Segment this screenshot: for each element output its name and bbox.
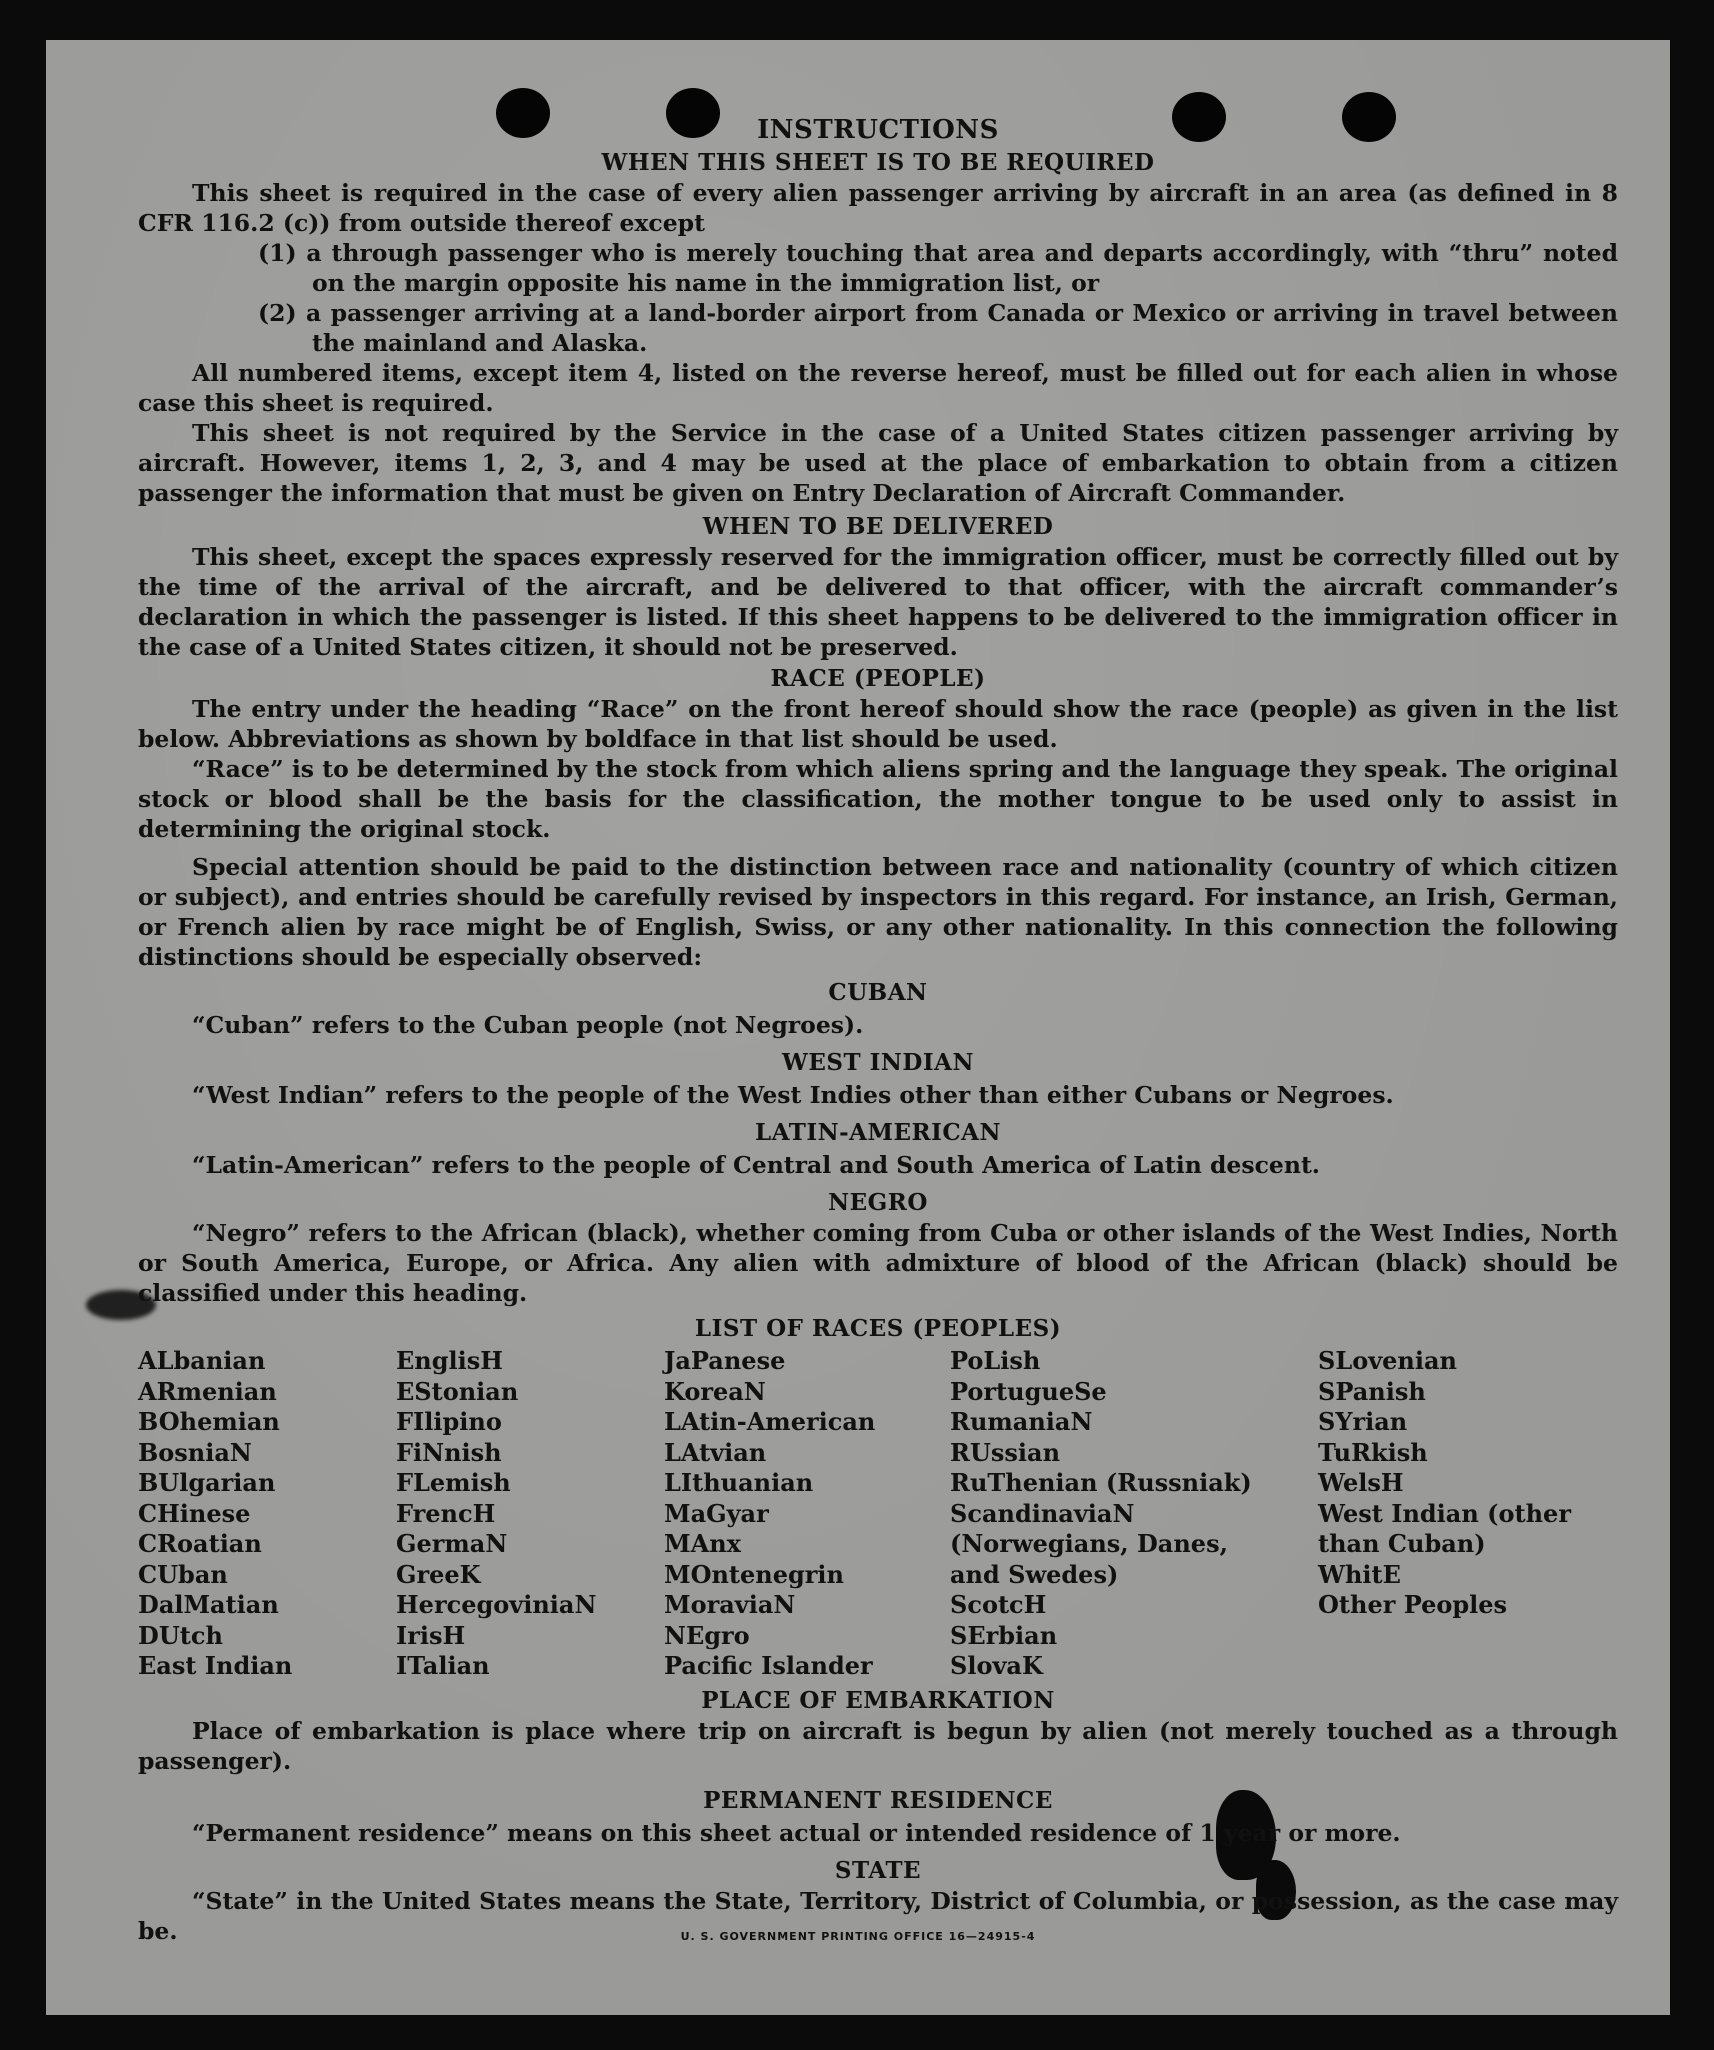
race-entry: MOntenegrin xyxy=(664,1559,844,1589)
latin-american-definition: “Latin-American” refers to the people of Central and South America of Latin descent. xyxy=(192,1151,1320,1179)
printing-office-footer: U. S. GOVERNMENT PRINTING OFFICE 16—24915-4 xyxy=(680,1930,1036,1943)
embarkation-heading: PLACE OF EMBARKATION xyxy=(701,1686,1055,1714)
required-intro: This sheet is required in the case of every alien passenger arriving by aircraft in an area (as defined in 8 CFR 116.2 (c)) from outside thereof except xyxy=(138,179,1618,237)
document-sheet xyxy=(46,40,1670,2015)
required-exception-2: (2) a passenger arriving at a land-border airport from Canada or Mexico or arriving in travel between the mainland and Alaska. xyxy=(258,299,1618,357)
race-entry: MAnx xyxy=(664,1529,741,1558)
race-entry: ScandinaviaN (Norwegians, Danes, and Swedes) xyxy=(950,1498,1228,1589)
race-entry: GreeK xyxy=(396,1559,481,1589)
race-entry: RumaniaN xyxy=(950,1407,1093,1436)
west-indian-definition: “West Indian” refers to the people of the West Indies other than either Cubans or Negroes. xyxy=(192,1081,1394,1109)
race-list xyxy=(138,1346,1618,1682)
race-entry: FrencH xyxy=(396,1498,496,1528)
race-entry: Pacific Islander xyxy=(664,1651,873,1680)
list-of-races-heading: LIST OF RACES (PEOPLES) xyxy=(694,1315,1062,1342)
embarkation-text: Place of embarkation is place where trip on aircraft is begun by alien (not merely touched as a through passenger). xyxy=(138,1716,1618,1775)
race-paragraph-1: The entry under the heading “Race” on the front hereof should show the race (people) as given in the list below. Abbreviations as shown by boldface in that list should be used. xyxy=(138,695,1618,753)
numbered-items-paragraph: All numbered items, except item 4, listed on the reverse hereof, must be filled out for each alien in whose case this sheet is required. xyxy=(138,359,1618,417)
race-entry: ITalian xyxy=(396,1651,490,1680)
cuban-definition: “Cuban” refers to the Cuban people (not Negroes). xyxy=(192,1011,864,1039)
race-entry: ScotcH xyxy=(950,1590,1047,1619)
race-entry: ALbanian xyxy=(138,1346,266,1375)
race-entry: DalMatian xyxy=(138,1590,279,1619)
race-entry: LIthuanian xyxy=(664,1468,814,1497)
race-entry: MaGyar xyxy=(664,1498,769,1528)
race-entry: SYrian xyxy=(1318,1407,1408,1436)
race-paragraph-2: “Race” is to be determined by the stock from which aliens spring and the language they speak. The original stock or blood shall be the basis for the classification, the mother tongue to be used only to assist in determining the original stock. xyxy=(138,755,1618,843)
race-entry: BOhemian xyxy=(138,1407,280,1436)
race-entry: EnglisH xyxy=(396,1346,503,1375)
race-column xyxy=(138,1346,396,1682)
race-entry: WelsH xyxy=(1318,1468,1404,1497)
race-entry: GermaN xyxy=(396,1529,508,1558)
race-entry: SPanish xyxy=(1318,1376,1426,1406)
required-exception-1: (1) a through passenger who is merely touching that area and departs accordingly, with “thru” noted on the margin opposite his name in the immigration list, or xyxy=(258,239,1618,297)
required-heading: WHEN THIS SHEET IS TO BE REQUIRED xyxy=(601,149,1155,176)
residence-heading: PERMANENT RESIDENCE xyxy=(703,1786,1053,1814)
race-entry: RuThenian (Russniak) xyxy=(950,1468,1252,1497)
race-column xyxy=(950,1346,1318,1682)
race-entry: NEgro xyxy=(664,1620,750,1650)
race-entry: RUssian xyxy=(950,1437,1061,1467)
race-column xyxy=(396,1346,664,1682)
west-indian-heading: WEST INDIAN xyxy=(782,1049,974,1076)
race-entry: HercegoviniaN xyxy=(396,1590,597,1619)
race-entry: CRoatian xyxy=(138,1529,262,1558)
race-entry: TuRkish xyxy=(1318,1437,1428,1467)
race-entry: Other Peoples xyxy=(1318,1590,1508,1619)
state-text: “State” in the United States means the State, Territory, District of Columbia, or possession, as the case may be. xyxy=(138,1886,1618,1945)
negro-definition: “Negro” refers to the African (black), whether coming from Cuba or other islands of the West Indies, North or South America, Europe, or Africa. Any alien with admixture of blood of the African (black) should be classified under this heading. xyxy=(138,1219,1618,1307)
race-entry: FIlipino xyxy=(396,1407,502,1436)
race-entry: DUtch xyxy=(138,1620,223,1650)
race-entry: West Indian (other than Cuban) xyxy=(1318,1498,1571,1558)
negro-heading: NEGRO xyxy=(828,1189,928,1216)
race-paragraph-3: Special attention should be paid to the distinction between race and nationality (country of which citizen or subject), and entries should be carefully revised by inspectors in this regard. For instance, an Irish, German, or French alien by race might be of English, Swiss, or any other nationality. In this connection the following distinctions should be especially observed: xyxy=(138,853,1618,971)
latin-american-heading: LATIN-AMERICAN xyxy=(754,1119,1002,1146)
delivered-heading: WHEN TO BE DELIVERED xyxy=(702,513,1054,540)
delivered-text: This sheet, except the spaces expressly reserved for the immigration officer, must be correctly filled out by the time of the arrival of the aircraft, and be delivered to that officer, with the aircraft commander’s declaration in which the passenger is listed. If this sheet happens to be delivered to the immigration officer in the case of a United States citizen, it should not be preserved. xyxy=(138,543,1618,661)
instructions-title: INSTRUCTIONS xyxy=(757,115,999,145)
race-entry: FiNnish xyxy=(396,1437,502,1467)
race-entry: FLemish xyxy=(396,1468,511,1497)
race-entry: LAtin-American xyxy=(664,1407,876,1436)
race-entry: JaPanese xyxy=(664,1346,786,1375)
instructions-content xyxy=(138,112,1618,1946)
race-entry: EStonian xyxy=(396,1376,519,1406)
race-entry: CUban xyxy=(138,1559,228,1589)
residence-text: “Permanent residence” means on this sheet actual or intended residence of 1 year or more. xyxy=(192,1818,1401,1847)
race-column xyxy=(664,1346,950,1682)
race-entry: PortugueSe xyxy=(950,1376,1107,1406)
state-heading: STATE xyxy=(834,1856,922,1884)
race-entry: IrisH xyxy=(396,1620,466,1650)
race-entry: LAtvian xyxy=(664,1437,767,1467)
race-entry: SlovaK xyxy=(950,1651,1043,1680)
race-entry: WhitE xyxy=(1318,1559,1401,1589)
race-entry: MoraviaN xyxy=(664,1590,796,1619)
race-entry: SLovenian xyxy=(1318,1346,1457,1375)
race-entry: CHinese xyxy=(138,1498,251,1528)
race-entry: East Indian xyxy=(138,1651,293,1680)
race-entry: ARmenian xyxy=(138,1376,277,1406)
race-entry: SErbian xyxy=(950,1620,1058,1650)
cuban-heading: CUBAN xyxy=(828,979,928,1006)
race-column xyxy=(1318,1346,1618,1682)
race-entry: BosniaN xyxy=(138,1437,252,1467)
race-heading: RACE (PEOPLE) xyxy=(770,665,986,692)
race-entry: BUlgarian xyxy=(138,1468,276,1497)
race-entry: PoLish xyxy=(950,1346,1041,1375)
race-entry: KoreaN xyxy=(664,1376,766,1406)
citizen-paragraph: This sheet is not required by the Service in the case of a United States citizen passenger arriving by aircraft. However, items 1, 2, 3, and 4 may be used at the place of embarkation to obtain from a citizen passenger the information that must be given on Entry Declaration of Aircraft Commander. xyxy=(138,419,1618,507)
